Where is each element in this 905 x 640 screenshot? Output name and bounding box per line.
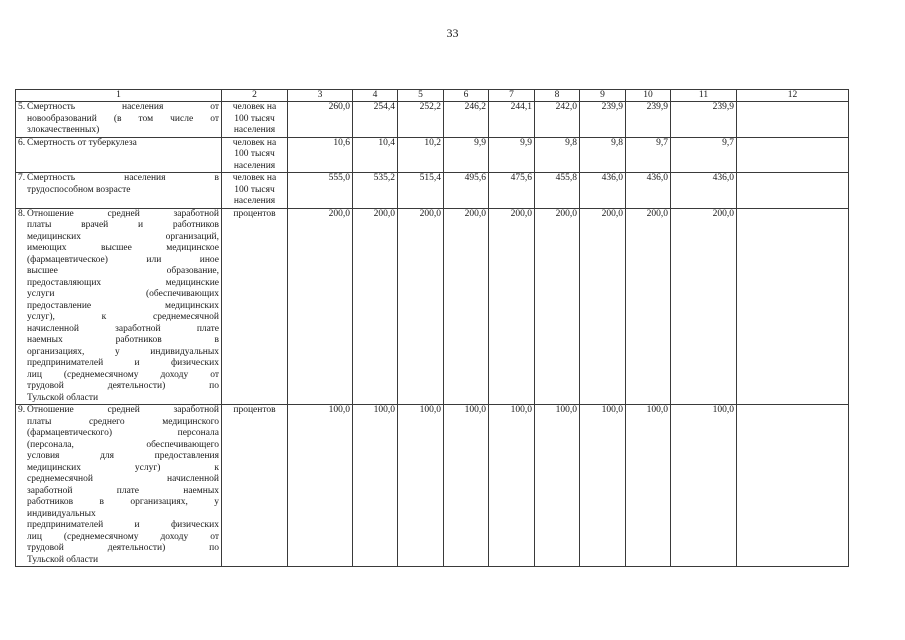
value-cell: 244,1 bbox=[489, 102, 535, 138]
indicator-name-line: предпринимателей и физических bbox=[27, 520, 219, 530]
indicator-name bbox=[27, 209, 219, 405]
indicator-name-cell bbox=[16, 208, 222, 405]
indicator-name-line: Тульской области bbox=[27, 392, 99, 403]
indicator-name-line: Смертность населения в bbox=[27, 173, 219, 183]
header-cell: 8 bbox=[535, 90, 580, 102]
value-cell: 239,9 bbox=[580, 102, 626, 138]
value-cell: 246,2 bbox=[444, 102, 489, 138]
indicator-name-line: трудовой деятельности) по bbox=[27, 543, 219, 553]
indicator-name bbox=[27, 405, 219, 566]
value-cell: 200,0 bbox=[288, 208, 353, 405]
indicator-name-line: злокачественных) bbox=[27, 125, 100, 135]
indicator-name-line: заработной плате наемных bbox=[27, 485, 219, 496]
indicator-name-line: начисленной заработной плате bbox=[27, 323, 219, 334]
value-cell: 9,7 bbox=[626, 137, 671, 173]
indicator-name-line: Тульской области bbox=[27, 554, 99, 565]
indicator-name-line: услуги (обеспечивающих bbox=[27, 289, 219, 299]
header-cell: 3 bbox=[288, 90, 353, 102]
value-cell: 9,9 bbox=[489, 137, 535, 173]
value-cell: 200,0 bbox=[580, 208, 626, 405]
indicator-name bbox=[27, 138, 219, 150]
header-cell: 4 bbox=[353, 90, 398, 102]
value-cell: 100,0 bbox=[288, 405, 353, 567]
header-cell: 2 bbox=[222, 90, 288, 102]
unit-line: процентов bbox=[233, 405, 276, 415]
value-cell: 100,0 bbox=[671, 405, 737, 567]
empty-cell bbox=[737, 405, 849, 567]
unit-line: населения bbox=[233, 125, 276, 135]
unit-line: человек на bbox=[232, 173, 277, 183]
value-cell: 10,4 bbox=[353, 137, 398, 173]
indicator-name-line: платы среднего медицинского bbox=[27, 416, 219, 427]
unit-line: человек на bbox=[232, 137, 277, 148]
value-cell: 100,0 bbox=[535, 405, 580, 567]
indicator-name-line: медицинских услуг) к bbox=[27, 462, 219, 473]
value-cell: 242,0 bbox=[535, 102, 580, 138]
indicator-name-line: Смертность населения от bbox=[27, 102, 219, 112]
value-cell: 9,7 bbox=[671, 137, 737, 173]
indicator-name-line: предоставляющих медицинские bbox=[27, 277, 219, 288]
table-row bbox=[16, 208, 849, 405]
value-cell: 239,9 bbox=[626, 102, 671, 138]
indicator-name-line: (персонала, обеспечивающего bbox=[27, 439, 219, 450]
indicator-name-line: организациях, у индивидуальных bbox=[27, 346, 219, 357]
header-cell: 1 bbox=[16, 90, 222, 102]
value-cell: 455,8 bbox=[535, 173, 580, 209]
indicator-name-cell bbox=[16, 137, 222, 173]
indicator-name-line: предоставление медицинских bbox=[27, 300, 219, 311]
value-cell: 495,6 bbox=[444, 173, 489, 209]
indicator-name-line: условия для предоставления bbox=[27, 451, 219, 461]
indicator-name-line: трудовой деятельности) по bbox=[27, 381, 219, 391]
table-row bbox=[16, 137, 849, 173]
header-cell: 7 bbox=[489, 90, 535, 102]
header-cell: 6 bbox=[444, 90, 489, 102]
indicator-name-line: среднемесячной начисленной bbox=[27, 474, 219, 484]
value-cell: 200,0 bbox=[535, 208, 580, 405]
indicator-name-line: Отношение средней заработной bbox=[27, 208, 219, 219]
table-row bbox=[16, 173, 849, 209]
unit-cell bbox=[222, 405, 288, 567]
value-cell: 100,0 bbox=[444, 405, 489, 567]
unit-line: населения bbox=[233, 160, 276, 171]
unit-line: процентов bbox=[233, 208, 276, 219]
value-cell: 100,0 bbox=[489, 405, 535, 567]
unit-line: 100 тысяч bbox=[234, 184, 275, 195]
value-cell: 200,0 bbox=[398, 208, 444, 405]
table-row bbox=[16, 102, 849, 138]
unit-cell bbox=[222, 173, 288, 209]
value-cell: 200,0 bbox=[626, 208, 671, 405]
indicator-name-line: имеющих высшее медицинское bbox=[27, 243, 219, 253]
indicator-name-line: предпринимателей и физических bbox=[27, 358, 219, 368]
value-cell: 260,0 bbox=[288, 102, 353, 138]
value-cell: 100,0 bbox=[353, 405, 398, 567]
value-cell: 200,0 bbox=[489, 208, 535, 405]
indicator-name-line: лиц (среднемесячному доходу от bbox=[27, 531, 219, 542]
value-cell: 555,0 bbox=[288, 173, 353, 209]
value-cell: 535,2 bbox=[353, 173, 398, 209]
row-number: 8. bbox=[18, 208, 26, 219]
value-cell: 515,4 bbox=[398, 173, 444, 209]
indicator-name-line: медицинских организаций, bbox=[27, 231, 219, 242]
header-cell: 11 bbox=[671, 90, 737, 102]
indicator-name-line: (фармацевтическое) или иное bbox=[27, 254, 219, 265]
header-cell: 10 bbox=[626, 90, 671, 102]
unit-cell bbox=[222, 208, 288, 405]
header-cell: 9 bbox=[580, 90, 626, 102]
value-cell: 200,0 bbox=[671, 208, 737, 405]
value-cell: 239,9 bbox=[671, 102, 737, 138]
row-number: 5. bbox=[18, 102, 26, 112]
table-row bbox=[16, 405, 849, 567]
value-cell: 9,8 bbox=[580, 137, 626, 173]
unit-line: населения bbox=[233, 196, 276, 206]
indicator-name-line: платы врачей и работников bbox=[27, 220, 219, 230]
value-cell: 254,4 bbox=[353, 102, 398, 138]
value-cell: 9,9 bbox=[444, 137, 489, 173]
value-cell: 100,0 bbox=[398, 405, 444, 567]
empty-cell bbox=[737, 173, 849, 209]
header-row bbox=[16, 90, 849, 102]
indicator-name-line: Отношение средней заработной bbox=[27, 405, 219, 415]
indicator-name-line: новообразований (в том числе от bbox=[27, 113, 219, 124]
indicator-name-cell bbox=[16, 405, 222, 567]
indicator-name-line: индивидуальных bbox=[27, 508, 96, 519]
value-cell: 436,0 bbox=[626, 173, 671, 209]
empty-cell bbox=[737, 137, 849, 173]
row-number: 6. bbox=[18, 137, 26, 148]
value-cell: 100,0 bbox=[580, 405, 626, 567]
indicator-name-line: наемных работников в bbox=[27, 335, 219, 345]
indicator-name-line: высшее образование, bbox=[27, 266, 219, 276]
value-cell: 252,2 bbox=[398, 102, 444, 138]
indicator-name-line: Смертность от туберкулеза bbox=[27, 137, 137, 148]
header-cell: 12 bbox=[737, 90, 849, 102]
value-cell: 436,0 bbox=[671, 173, 737, 209]
indicator-name-line: услуг), к среднемесячной bbox=[27, 312, 219, 322]
indicator-name-line: (фармацевтического) персонала bbox=[27, 428, 219, 438]
value-cell: 200,0 bbox=[444, 208, 489, 405]
indicator-name-cell bbox=[16, 173, 222, 209]
indicators-table bbox=[15, 89, 849, 567]
header-cell: 5 bbox=[398, 90, 444, 102]
indicator-name-line: лиц (среднемесячному доходу от bbox=[27, 369, 219, 380]
unit-line: человек на bbox=[232, 102, 277, 112]
indicator-name-cell bbox=[16, 102, 222, 138]
unit-line: 100 тысяч bbox=[234, 149, 275, 159]
unit-cell bbox=[222, 102, 288, 138]
value-cell: 10,6 bbox=[288, 137, 353, 173]
value-cell: 100,0 bbox=[626, 405, 671, 567]
indicator-name-line: работников в организациях, у bbox=[27, 497, 219, 507]
value-cell: 9,8 bbox=[535, 137, 580, 173]
value-cell: 475,6 bbox=[489, 173, 535, 209]
value-cell: 436,0 bbox=[580, 173, 626, 209]
value-cell: 10,2 bbox=[398, 137, 444, 173]
unit-cell bbox=[222, 137, 288, 173]
unit-line: 100 тысяч bbox=[234, 113, 275, 124]
empty-cell bbox=[737, 208, 849, 405]
indicator-name bbox=[27, 102, 219, 137]
value-cell: 200,0 bbox=[353, 208, 398, 405]
row-number: 7. bbox=[18, 173, 26, 183]
row-number: 9. bbox=[18, 405, 26, 415]
indicator-name-line: трудоспособном возрасте bbox=[27, 184, 131, 195]
page-number: 33 bbox=[446, 26, 459, 40]
empty-cell bbox=[737, 102, 849, 138]
indicator-name bbox=[27, 173, 219, 196]
